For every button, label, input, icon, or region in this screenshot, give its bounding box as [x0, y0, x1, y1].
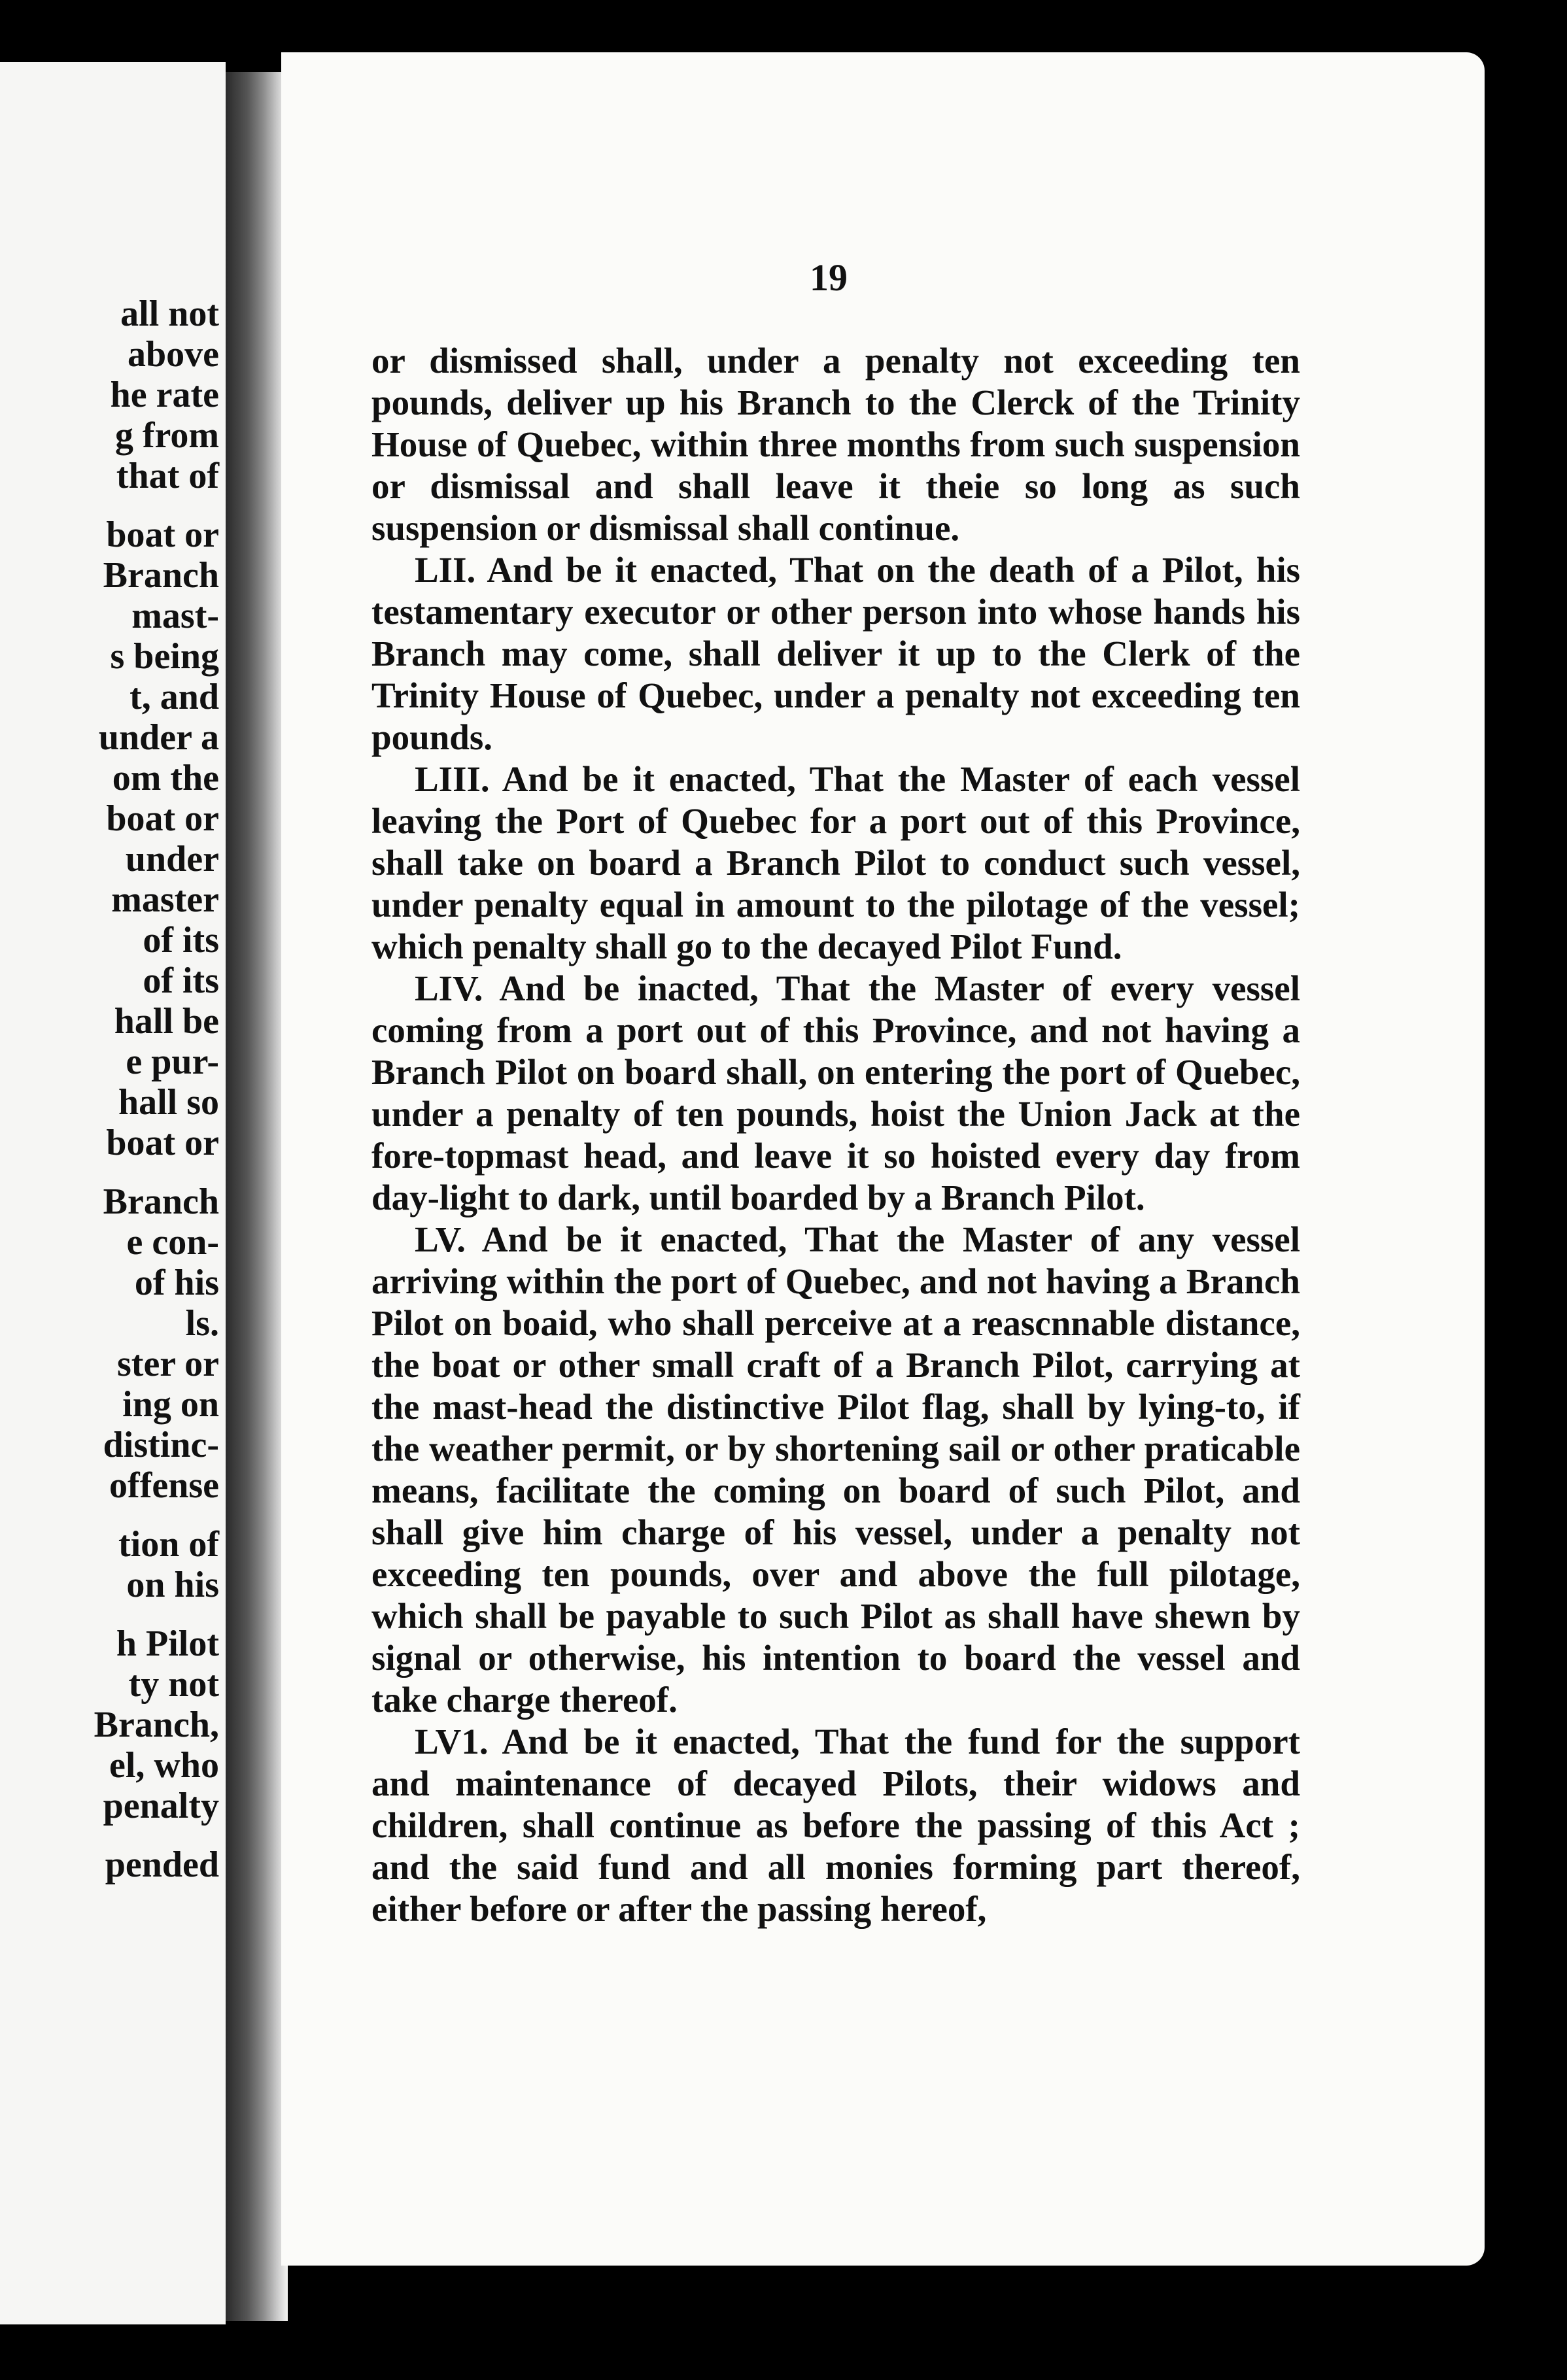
paragraph-text: And be it enacted, That the Master of each vessel leaving the Port of Quebec for a port out of this Province, shall take on board a Branch Pilot to conduct such vessel, under penalty equal in amount to the pilotage of the vessel; which penalty shall go to the decayed Pilot Fund. — [371, 759, 1300, 966]
paragraph-text: And be it enacted, That the Master of any vessel arriving within the port of Quebec, and not having a Branch Pilot on boaid, who shall perceive at a reascnnable distance, the boat or other small craft of a Branch Pilot, carrying at the mast-head the distinctive Pilot flag, shall by lying-to, if the weather permit, or by shortening sail or other praticable means, facilitate the coming on board of such Pilot, and shall give him charge of his vessel, under a penalty not exceeding ten pounds, over and above the full pilotage, which shall be payable to such Pilot as shall have shewn by signal or otherwise, his intention to board the vessel and take charge thereof. — [371, 1219, 1300, 1720]
left-page-line: h Pilot — [116, 1624, 219, 1664]
left-page-line: om the — [112, 758, 219, 798]
paragraph-continuation — [371, 340, 1300, 549]
page-number: 19 — [810, 256, 848, 299]
left-page-line: he rate — [110, 375, 219, 415]
page-body — [371, 340, 1300, 1930]
left-page-line: penalty — [103, 1786, 219, 1826]
section-number: LV. — [415, 1219, 466, 1259]
left-page-line: pended — [105, 1844, 219, 1885]
section-number: LIV. — [415, 968, 483, 1008]
paragraph-text: And be it enacted, That on the death of a Pilot, his testamentary executor or other person into whose hands his Branch may come, shall deliver it up to the Clerk of the Trinity House of Quebec, under a penalty not exceeding ten pounds. — [371, 550, 1300, 757]
section-lv — [371, 1219, 1300, 1721]
left-facing-page — [0, 62, 226, 2324]
section-lii — [371, 549, 1300, 758]
left-page-line: boat or — [106, 515, 219, 555]
left-page-line: all not — [120, 294, 219, 334]
left-page-line: ty not — [128, 1664, 219, 1705]
book-gutter — [226, 72, 288, 2321]
section-number: LIII. — [415, 759, 490, 799]
left-page-line: of its — [143, 960, 219, 1001]
left-page-line: above — [128, 334, 219, 375]
left-page-line: on his — [126, 1565, 219, 1605]
left-page-line: master — [111, 879, 219, 920]
left-page-line: ing on — [122, 1384, 219, 1425]
left-page-line: hall be — [114, 1001, 219, 1042]
section-lvi — [371, 1721, 1300, 1930]
left-page-line: of its — [143, 920, 219, 960]
paragraph-text: And be it enacted, That the fund for the support and maintenance of decayed Pilots, their widows and children, shall continue as before the passing of this Act ; and the said fund and all monies forming part thereof, either before or after the passing hereof, — [371, 1722, 1301, 1929]
left-page-line: e pur- — [126, 1042, 219, 1082]
left-page-line: boat or — [106, 798, 219, 839]
left-page-line: Branch — [103, 555, 219, 596]
left-page-line: distinc- — [103, 1425, 219, 1465]
paragraph-text: or dismissed shall, under a penalty not exceeding ten pounds, deliver up his Branch to the Clerck of the Trinity House of Quebec, within three months from such suspension or dismissal and shall leave it theie so long as such suspension or dismissal shall continue. — [371, 341, 1300, 548]
left-page-line: s being — [110, 636, 219, 677]
left-page-line: under a — [98, 717, 219, 758]
left-page-line: hall so — [118, 1082, 219, 1123]
left-page-line: offense — [109, 1465, 219, 1506]
left-page-line: Branch — [103, 1182, 219, 1222]
left-page-line: Branch, — [94, 1705, 219, 1745]
left-page-line: ls. — [185, 1303, 219, 1344]
left-page-line: of his — [134, 1263, 219, 1303]
section-liv — [371, 968, 1300, 1219]
section-number: LV1. — [415, 1722, 489, 1761]
left-page-line: ster or — [117, 1344, 219, 1384]
left-page-line: under — [125, 839, 219, 879]
left-page-line: e con- — [126, 1222, 219, 1263]
left-page-line: that of — [116, 456, 219, 496]
section-liii — [371, 758, 1300, 968]
section-number: LII. — [415, 550, 476, 590]
left-page-line: el, who — [109, 1745, 219, 1786]
left-page-line: g from — [114, 415, 219, 456]
left-page-line: boat or — [106, 1123, 219, 1163]
left-page-line: mast- — [131, 596, 219, 636]
left-page-line: t, and — [129, 677, 219, 717]
left-page-line: tion of — [118, 1524, 219, 1565]
paragraph-text: And be inacted, That the Master of every vessel coming from a port out of this Province, and not having a Branch Pilot on board shall, on entering the port of Quebec, under a penalty of ten pounds, hoist the Union Jack at the fore-topmast head, and leave it so hoisted every day from day-light to dark, until boarded by a Branch Pilot. — [371, 968, 1300, 1217]
